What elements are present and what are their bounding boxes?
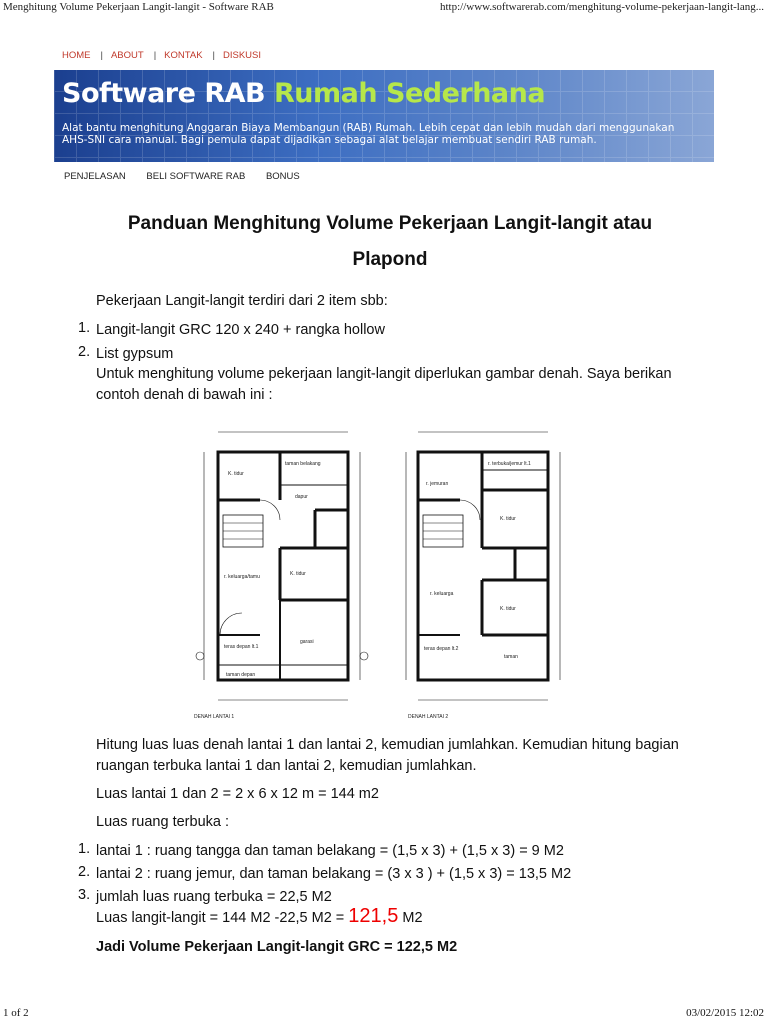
print-header (0, 0, 768, 22)
floor-plan-right (406, 432, 560, 700)
subnav-penjelasan[interactable]: PENJELASAN (64, 171, 126, 182)
list-number: 2. (78, 864, 91, 880)
plan-label: K. tidur (500, 606, 516, 612)
nav-home[interactable]: HOME (62, 50, 91, 61)
banner-description: Alat bantu menghitung Anggaran Biaya Membangun (RAB) Rumah. Lebih cepat dan lebih mudah dari menggunakan AHS-SNI cara manual. Bagi pemula dapat dijadikan sebagai alat belajar membuat sendiri RAB rumah. (62, 122, 675, 146)
list-item: List gypsum (96, 346, 174, 362)
page-number: 1 of 2 (3, 1007, 29, 1019)
plan-label: garasi (300, 639, 314, 645)
plan-label: r. jemuran (426, 481, 449, 487)
plan-label: taman belakang (285, 461, 321, 467)
plan-label: teras depan lt.1 (224, 644, 259, 650)
top-nav (62, 50, 271, 61)
nav-diskusi[interactable]: DISKUSI (223, 50, 262, 61)
conclusion-text: Jadi Volume Pekerjaan Langit-langit GRC = 122,5 M2 (96, 939, 458, 955)
list-number: 1. (78, 841, 91, 857)
list-number: 3. (78, 887, 91, 903)
print-url: http://www.softwarerab.com/menghitung-volume-pekerjaan-langit-lang... (440, 1, 764, 13)
luas-langit-value: 121,5 (348, 905, 399, 927)
print-footer (0, 1004, 768, 1024)
subnav-beli[interactable]: BELI SOFTWARE RAB (146, 171, 246, 182)
luas-langit-prefix: Luas langit-langit = 144 M2 -22,5 M2 = (96, 910, 349, 926)
plan-label: K. tidur (500, 516, 516, 522)
list-number: 2. (78, 344, 91, 360)
site-banner[interactable] (54, 70, 714, 162)
plan-caption: DENAH LANTAI 1 (194, 714, 235, 720)
sub-nav (64, 171, 318, 182)
plan-label: K. tidur (290, 571, 306, 577)
list-item: lantai 1 : ruang tangga dan taman belakang = (1,5 x 3) + (1,5 x 3) = 9 M2 (96, 843, 564, 859)
print-title: Menghitung Volume Pekerjaan Langit-langit - Software RAB (3, 1, 274, 13)
plan-caption: DENAH LANTAI 2 (408, 714, 449, 720)
nav-separator: | (100, 50, 103, 61)
plan-label: K. tidur (228, 471, 244, 477)
nav-about[interactable]: ABOUT (110, 50, 144, 61)
hitung-text: Hitung luas luas denah lantai 1 dan lantai 2, kemudian jumlahkan. Kemudian hitung bagian ruangan terbuka lantai 1 dan lantai 2, kemudian jumlahkan. (96, 737, 679, 774)
plan-label: taman depan (226, 672, 256, 678)
luas-langit-text (96, 906, 696, 929)
luas-lantai-text: Luas lantai 1 dan 2 = 2 x 6 x 12 m = 144 m2 (96, 786, 379, 802)
list-number: 1. (78, 320, 91, 336)
plan-label: r. keluarga/tamu (224, 574, 260, 580)
floor-plan-image (190, 420, 578, 720)
article-title: Panduan Menghitung Volume Pekerjaan Langit-langit atau Plapond (127, 213, 653, 270)
subnav-bonus[interactable]: BONUS (265, 171, 300, 182)
nav-separator: | (212, 50, 215, 61)
banner-title-white: Software RAB (62, 78, 275, 109)
plan-label: r. terbuka/jemur lt.1 (488, 461, 531, 467)
plan-label: taman (504, 654, 518, 660)
list-item: jumlah luas ruang terbuka = 22,5 M2 (96, 889, 332, 905)
list-item: lantai 2 : ruang jemur, dan taman belakang = (3 x 3 ) + (1,5 x 3) = 13,5 M2 (96, 866, 572, 882)
luas-terbuka-label: Luas ruang terbuka : (96, 814, 230, 830)
floor-plan-left (196, 432, 368, 700)
intro-text: Pekerjaan Langit-langit terdiri dari 2 item sbb: (96, 293, 388, 309)
banner-title-green: Rumah Sederhana (274, 78, 546, 109)
plan-label: r. keluarga (430, 591, 454, 597)
plan-label: dapur (295, 494, 308, 500)
print-datetime: 03/02/2015 12:02 (686, 1007, 764, 1019)
nav-kontak[interactable]: KONTAK (164, 50, 203, 61)
list-item: Langit-langit GRC 120 x 240 + rangka hollow (96, 322, 385, 338)
nav-separator: | (153, 50, 157, 61)
denah-text: Untuk menghitung volume pekerjaan langit-langit diperlukan gambar denah. Saya berikan contoh denah di bawah ini : (96, 366, 672, 403)
banner-title (62, 78, 545, 109)
plan-label: teras depan lt.2 (424, 646, 459, 652)
luas-langit-suffix: M2 (398, 910, 423, 926)
